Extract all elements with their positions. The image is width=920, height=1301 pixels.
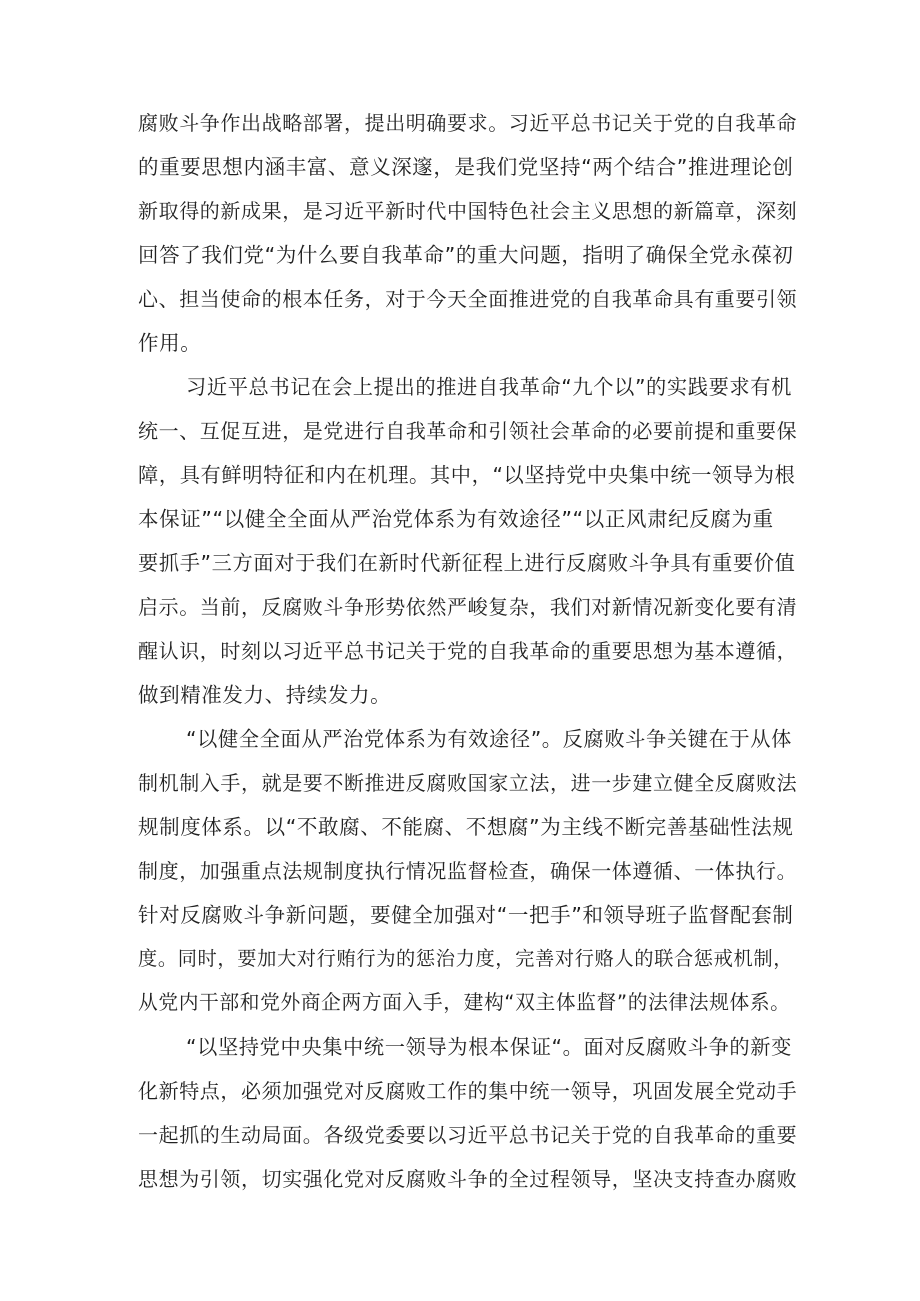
- text-line: “以坚持党中央集中统一领导为根本保证“。面对反腐败斗争的新变: [186, 1035, 792, 1059]
- text-line: 腐败斗争作出战略部署，提出明确要求。习近平总书记关于党的自我革命: [138, 111, 798, 135]
- text-line: 化新特点，必须加强党对反腐败工作的集中统一领导，巩固发展全党动手: [138, 1079, 798, 1103]
- text-line: 思想为引领，切实强化党对反腐败斗争的全过程领导，坚决支持查办腐败: [138, 1167, 798, 1191]
- text-line: 作用。: [138, 331, 202, 355]
- text-line: 回答了我们党“为什么要自我革命”的重大问题，指明了确保全党永葆初: [138, 243, 794, 267]
- text-line: 新取得的新成果，是习近平新时代中国特色社会主义思想的新篇章，深刻: [138, 199, 798, 223]
- text-line: 的重要思想内涵丰富、意义深邃，是我们党坚持“两个结合”推进理论创: [138, 155, 794, 179]
- text-line: 要抓手”三方面对于我们在新时代新征程上进行反腐败斗争具有重要价值: [138, 551, 796, 575]
- text-line: “以健全全面从严治党体系为有效途径”。反腐败斗争关键在于从体: [186, 727, 792, 751]
- text-line: 一起抓的生动局面。各级党委要以习近平总书记关于党的自我革命的重要: [138, 1123, 798, 1147]
- text-line: 醒认识，时刻以习近平总书记关于党的自我革命的重要思想为基本遵循，: [138, 639, 798, 663]
- text-line: 启示。当前，反腐败斗争形势依然严峻复杂，我们对新情况新变化要有清: [138, 595, 798, 619]
- text-line: 从党内干部和党外商企两方面入手，建构“双主体监督”的法律法规体系。: [138, 991, 791, 1014]
- text-line: 习近平总书记在会上提出的推进自我革命“九个以”的实践要求有机: [186, 375, 792, 399]
- text-line: 制度，加强重点法规制度执行情况监督检查，确保一体遵循、一体执行。: [138, 859, 798, 883]
- text-line: 统一、互促互进，是党进行自我革命和引领社会革命的必要前提和重要保: [138, 419, 798, 443]
- text-line: 度。同时，要加大对行贿行为的惩治力度，完善对行赂人的联合惩戒机制，: [138, 947, 794, 970]
- text-line: 本保证”“以健全全面从严治党体系为有效途径”“以正风肃纪反腐为重: [138, 507, 774, 531]
- text-line: 心、担当使命的根本任务，对于今天全面推进党的自我革命具有重要引领: [138, 287, 798, 311]
- text-line: 针对反腐败斗争新问题，要健全加强对“一把手”和领导班子监督配套制: [138, 903, 794, 927]
- text-line: 规制度体系。以“不敢腐、不能腐、不想腐”为主线不断完善基础性法规: [138, 815, 794, 839]
- text-line: 障，具有鲜明特征和内在机理。其中，“以坚持党中央集中统一领导为根: [138, 463, 796, 487]
- text-line: 制机制入手，就是要不断推进反腐败国家立法，进一步建立健全反腐败法: [138, 771, 798, 795]
- text-line: 做到精准发力、持续发力。: [138, 683, 392, 707]
